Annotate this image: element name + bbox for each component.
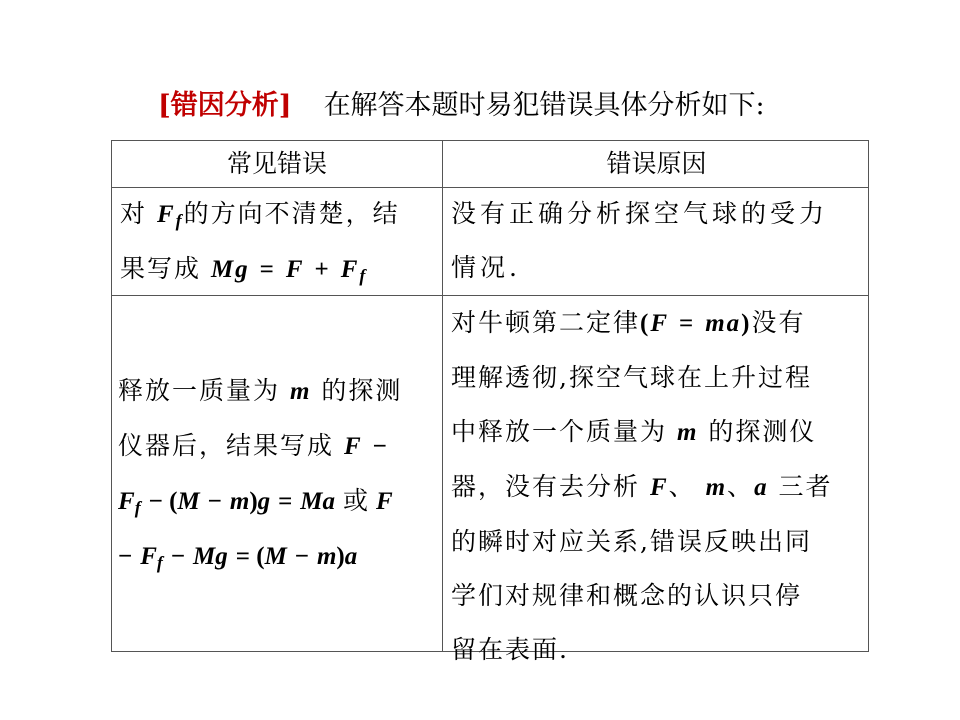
header-common-errors: 常见错误 (226, 149, 327, 178)
column-divider (442, 141, 443, 651)
header-error-causes: 错误原因 (606, 149, 707, 178)
error-analysis-tag: [错因分析] (158, 90, 292, 121)
table-row-1-error: 对 $F_f$的方向不清楚，结 果写成 $Mg = F + F_f$ (120, 199, 400, 286)
error-analysis-table (111, 140, 869, 664)
table-row-1-reason: 没有正确分析探空气球的受力 情况. (451, 199, 829, 282)
section-heading (158, 88, 765, 124)
table-row-2-error: 释放一质量为 m 的探测 仪器后，结果写成 F − $F_f - (M - m)g = Ma$ 或 F − $F_f - Mg = (M - m)a$ (118, 376, 403, 573)
table-row-2-reason: 对牛顿第二定律(F = ma)没有 理解透彻,探空气球在上升过程 中释放一个质量为 m 的探测仪 器，没有去分析 F、 m、a 三者 的瞬时对应关系,错误反映出同 学们对规律和概念的认识只停 留在表面. (451, 308, 833, 664)
heading-text: 在解答本题时易犯错误具体分析如下: (323, 90, 765, 121)
